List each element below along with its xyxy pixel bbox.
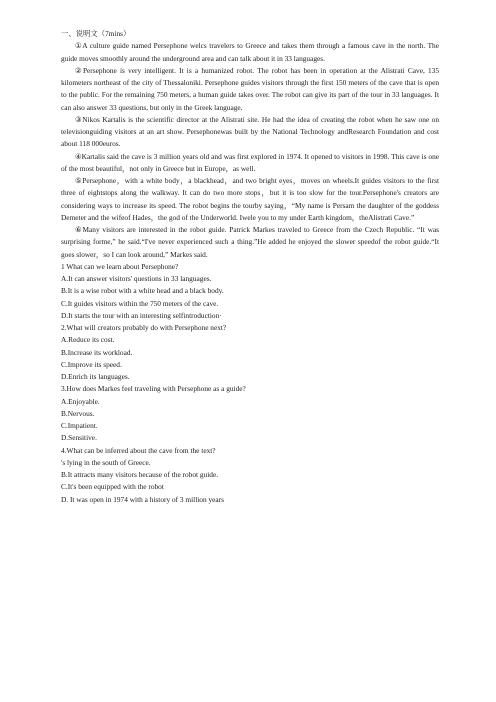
question-2 <box>61 322 439 383</box>
paragraph-5: ⑤Persephone，with a white body，a blackhead，and two bright eyes，moves on wheels.It guides visitors to the first three of eightstops along the walkway. It can do two more stops，but it is too slow for the tour.Persephone's creators are considering ways to increase its speed. The robot begins the tourby saying，“My name is Persam the daughter of the goddess Demeter and the wifeof Hades，the god of the Underworld. Iwele you to my under Earth kingdom，theAlistrati Cave.” <box>61 176 439 222</box>
option-b: B.It attracts many visitors because of the robot guide. <box>61 470 219 479</box>
question-4 <box>61 445 439 506</box>
option-b: B.It is a wise robot with a white head and a black body. <box>61 286 224 296</box>
paragraph-4: ④Kartalis said the cave is 3 million years old and was first explored in 1974. It opened to visitors in 1998. This cave is one of the most beautiful，not only in Greece but in Europe，as well. <box>61 151 439 173</box>
option-c: C.Improve its speed. <box>61 359 122 369</box>
paragraph-2: ②Persephone is very intelligent. It is a humanized robot. The robot has been in operation at the Alistrati Cave, 135 kilometers northeast of the city of Thessaloniki. Persephone guides visitors through the first 150 meters of the cave that is open to the public. For the remaining 750 meters, a human guide takes over. The robot can give its part of the tour in 33 languages. It can also answer 33 questions, but only in the Greek language. <box>61 65 439 112</box>
question-3 <box>61 383 439 444</box>
option-c: C.It's been equipped with the robot <box>61 482 164 492</box>
option-c: C.Impatient. <box>61 421 98 430</box>
question-stem: 3.How does Markes feel traveling with Persephone as a guide? <box>61 384 246 394</box>
section-title: 一、说明文（7mins） <box>61 29 131 38</box>
option-a: A.It can answer visitors' questions in 33 languages. <box>61 274 212 283</box>
question-stem: 4.What can be inferred about the cave from the text? <box>61 445 216 455</box>
option-d: D.Sensitive. <box>61 433 97 443</box>
paragraph-6: ⑥Many visitors are interested in the robot guide. Patrick Markes traveled to Greece from the Czech Republic. “It was surprising forme,” he said.“I've never experienced such a thing.”He added he enjoyed the slower speedof the robot guide.“It goes slower，so I can look around,” Markes said. <box>61 225 439 259</box>
option-d: D.Enrich its languages. <box>61 372 130 381</box>
option-c: C.It guides visitors within the 750 meters of the cave. <box>61 298 219 308</box>
option-d: D. It was open in 1974 with a history of 3 million years <box>61 494 224 504</box>
question-stem: 2.What will creators probably do with Persephone next? <box>61 323 227 332</box>
option-a: 's lying in the south of Greece. <box>61 457 151 467</box>
option-d: D.It starts the tour with an interesting selfintroduction· <box>61 310 222 320</box>
option-a: A.Enjoyable. <box>61 396 100 406</box>
paragraph-1: ①A culture guide named Persephone welcs travelers to Greece and takes them through a famous cave in the north. The guide moves smoothly around the underground area and can talk about it in 33 languages. <box>61 41 439 63</box>
question-1 <box>61 261 439 322</box>
question-stem: 1 What can we learn about Persephone? <box>61 261 179 271</box>
option-b: B.Nervous. <box>61 408 95 418</box>
paragraph-3: ③Nikos Kartalis is the scientific director at the Alistrati site. He had the idea of creating the robot when he saw one on televisionguiding visitors at an art show. Persephonewas built by the National Technology andResearch Foundation and cost about 118 000euros. <box>61 114 439 149</box>
option-b: B.Increase its workload. <box>61 347 133 357</box>
option-a: A.Reduce its cost. <box>61 335 115 345</box>
document-page <box>61 28 439 506</box>
